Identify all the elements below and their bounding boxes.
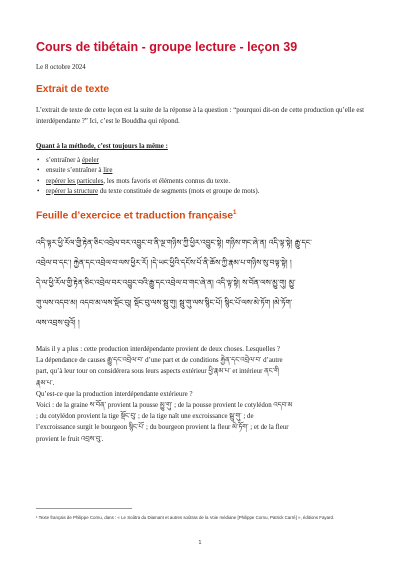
translation-line: part, qu’à leur tour on considérera sous leurs aspects extérieur ཕྱི་རྣམ་པ་ et intérieur ནང་གི xyxy=(36,368,280,376)
document-title: Cours de tibétain - groupe lecture - leçon 39 xyxy=(36,40,298,54)
tibetan-text-block xyxy=(36,233,366,333)
method-item xyxy=(36,166,366,176)
method-list xyxy=(36,156,366,197)
footnote-mark[interactable]: 1 xyxy=(233,210,237,216)
method-heading: Quant à la méthode, c’est toujours la même : xyxy=(36,143,168,150)
extrait-paragraph: L’extrait de texte de cette leçon est la suite de la réponse à la question : “pourquoi dit-on de cette production qu’elle est interdépendante ?” Ici, c’est le Bouddha qui répond. xyxy=(36,107,365,125)
method-item-link[interactable]: repérer la structure xyxy=(46,187,99,195)
page-number: 1 xyxy=(198,540,202,546)
translation-line: རྣམ་པ་. xyxy=(36,379,55,387)
tibetan-line: གུ་ལས་འདབ་མ། འདབ་མ་ལས་སྡོང་བུ། སྡོང་བུ་ལས་སྦུ་གུ། སྦུ་གུ་ལས་སྙིང་པོ། སྙིང་པོ་ལས་མེ་ཏོག །མེ་ཏོག་ xyxy=(36,298,293,307)
method-item-link[interactable]: lire xyxy=(103,167,113,175)
translation-line: Mais il y a plus : cette production interdépendante provient de deux choses. Lesquelles ? xyxy=(36,346,280,353)
method-item-link[interactable]: repérer les particules xyxy=(46,177,104,185)
footnote-divider xyxy=(36,508,132,509)
tibetan-line: འབྲེལ་བ་དང་། རྐྱེན་དང་འབྲེལ་བ་ལས་ཕྱིར་རོ། །དེ་ཡང་ཕྱིའི་དངོས་པོ་ནི་ཆོས་ཀྱི་རྣམ་པ་གཉིས་སུ་བལྟ་སྟེ། ། xyxy=(36,258,292,267)
tibetan-line: འདི་ལྟར་ཕྱི་རོལ་གྱི་རྟེན་ཅིང་འབྲེལ་བར་འབྱུང་བ་ནི་ལྔ་གཉིས་ཀྱི་ཕྱིར་འབྱུང་སྟེ། གཉིས་གང་ཞེ་ན། འདི་ལྟ་སྟེ། རྒྱུ་དང་ xyxy=(36,238,312,247)
section-heading-extrait: Extrait de texte xyxy=(36,84,110,95)
translation-line: La dépendance de causes རྒྱུ་དང་འབྲེལ་བ་ d’une part et de conditions རྐྱེན་དང་འབྲེལ་བ་ d’autre xyxy=(36,357,283,365)
method-item-prefix: s’entraîner à xyxy=(46,157,82,164)
document-date: Le 8 octobre 2024 xyxy=(36,64,86,71)
method-item xyxy=(36,156,366,166)
translation-line: provient le fruit འབྲས་བུ་. xyxy=(36,435,104,443)
translation-line: Qu’est-ce que la production interdépendante extérieure ? xyxy=(36,390,193,398)
method-item-link[interactable]: épeler xyxy=(81,157,99,164)
exercise-heading-text: Feuille d’exercice et traduction française xyxy=(36,210,234,222)
method-item-prefix: ensuite s’entraîner à xyxy=(46,167,104,175)
translation-line: l’excroissance surgit le bourgeon སྙིང་པོ་ ; du bourgeon provient la fleur མེ་ཏོག་ ; et de la fleur xyxy=(36,424,289,432)
method-item-suffix: du texte constituée de segments (mots et groupe de mots). xyxy=(98,187,260,195)
tibetan-line: ལས་འབྲས་བུའོ། ། xyxy=(36,318,80,327)
translation-line: Voici : de la graine ས་བོན་ provient la pousse མྱུ་གུ་ ; de la pousse provient le cotylédon འདབ་མ xyxy=(36,402,293,410)
section-heading-exercise xyxy=(36,210,236,221)
footnote-text: ¹ Texte français de Philippe Cornu, dans : « Le Soûtra du Diamant et autres soûtras de la Voie médiane [Philippe Cornu, Patrick Carré] », éditions Fayard. xyxy=(36,515,335,520)
method-item xyxy=(36,187,366,197)
translation-line: ; du cotylédon provient la tige སྡོང་བུ་ ; de la tige naît une excroissance སྦུ་གུ་ ; de xyxy=(36,413,254,421)
translation-block xyxy=(36,344,366,445)
method-item xyxy=(36,177,366,187)
method-item-suffix: , les mots favoris et éléments connus du texte. xyxy=(103,177,231,185)
tibetan-line: དེ་ལ་ཕྱི་རོལ་གྱི་རྟེན་ཅིང་འབྲེལ་བར་འབྱུང་བའི་རྒྱུ་དང་འབྲེལ་བ་གང་ཞེ་ན། འདི་ལྟ་སྟེ། ས་བོན་ལས་མྱུ་གུ། མྱུ་ xyxy=(36,278,296,287)
